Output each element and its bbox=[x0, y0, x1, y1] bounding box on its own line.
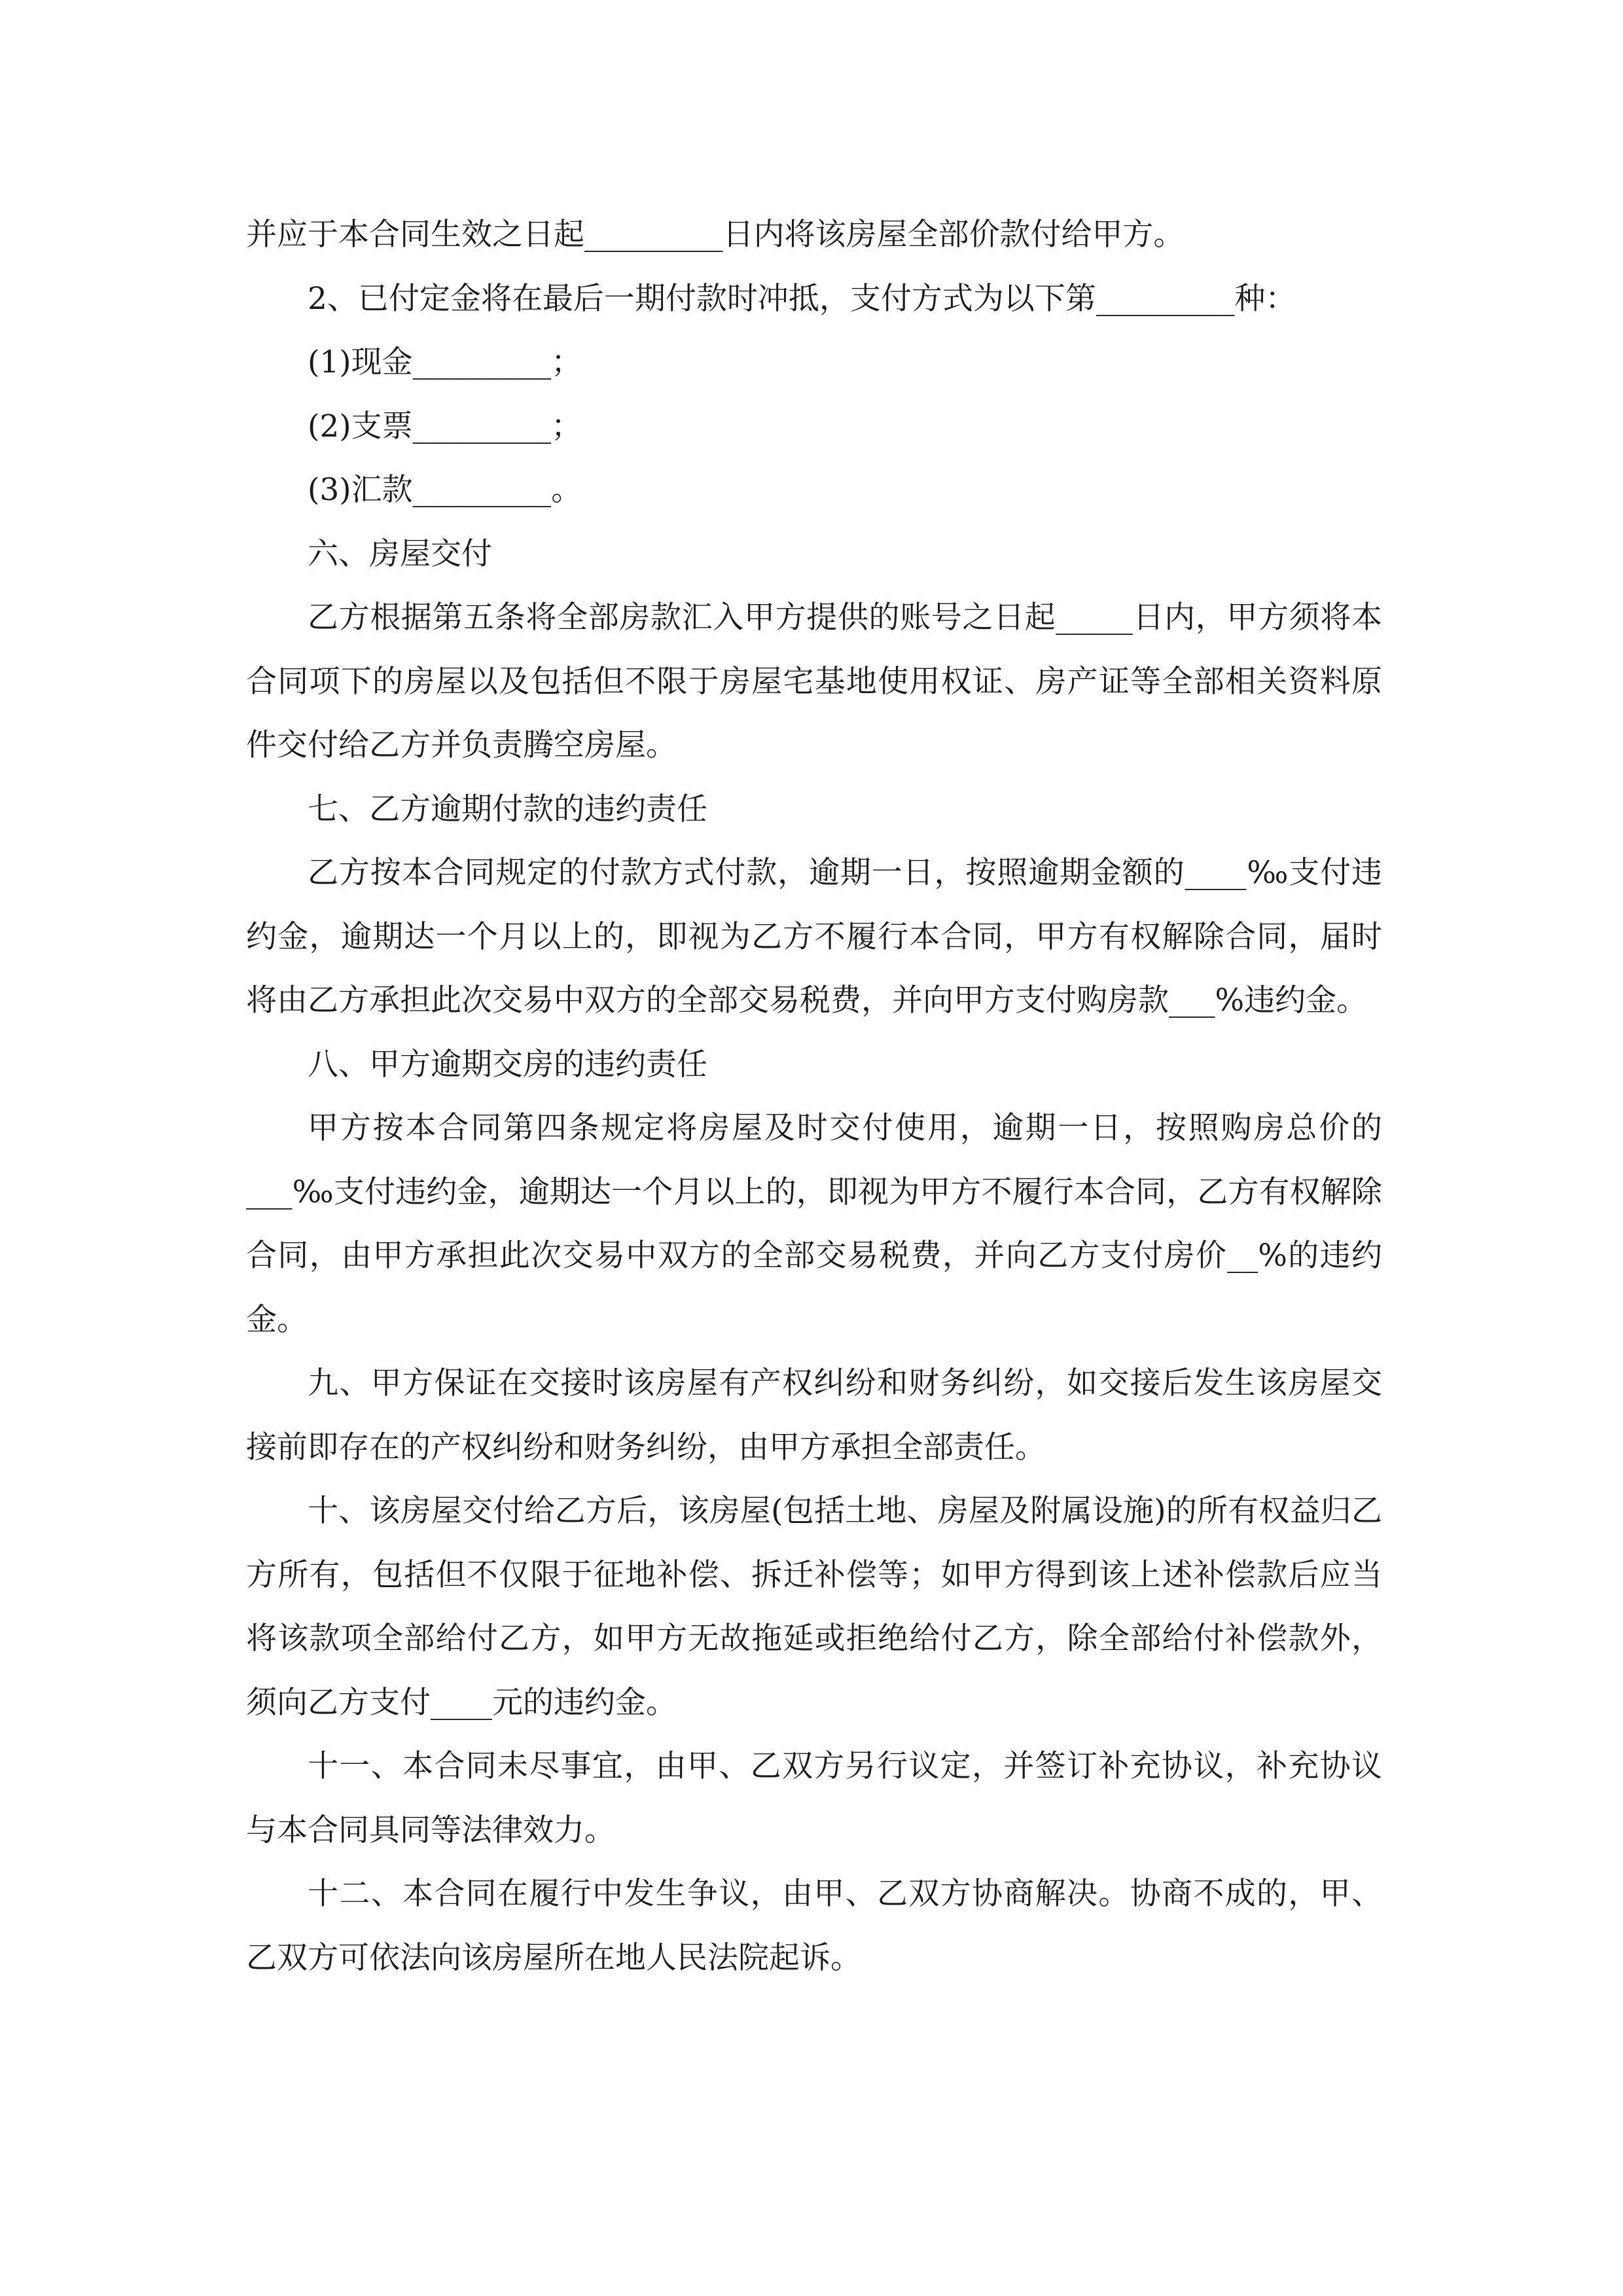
section-heading-delivery: 六、房屋交付 bbox=[308, 535, 492, 572]
payment-option-cash: (1)现金_________； bbox=[308, 344, 582, 380]
clause-eleven-supplementary: 十一、本合同未尽事宜，由甲、乙双方另行议定，并签订补充协议，补充协议与本合同具同等法律效力。 bbox=[246, 1748, 1382, 1848]
payment-option-check: (2)支票_________； bbox=[308, 408, 582, 444]
payment-option-transfer: (3)汇款_________。 bbox=[308, 472, 582, 508]
contract-body bbox=[246, 203, 1382, 1990]
buyer-late-payment-clause: 乙方按本合同规定的付款方式付款，逾期一日，按照逾期金额的____‰支付违约金，逾期达一个月以上的，即视为乙方不履行本合同，甲方有权解除合同，届时将由乙方承担此次交易中双方的全部交易税费，并向甲方支付购房款___%违约金。 bbox=[246, 855, 1382, 1018]
clause-ten-rights-transfer: 十、该房屋交付给乙方后，该房屋(包括土地、房屋及附属设施)的所有权益归乙方所有，包括但不仅限于征地补偿、拆迁补偿等；如甲方得到该上述补偿款后应当将该款项全部给付乙方，如甲方无故拖延或拒绝给付乙方，除全部给付补偿款外，须向乙方支付____元的违约金。 bbox=[246, 1493, 1382, 1721]
clause-twelve-disputes: 十二、本合同在履行中发生争议，由甲、乙双方协商解决。协商不成的，甲、乙双方可依法向该房屋所在地人民法院起诉。 bbox=[246, 1876, 1382, 1976]
payment-method-clause: 2、已付定金将在最后一期付款时冲抵，支付方式为以下第_________种： bbox=[308, 280, 1296, 317]
payment-deadline-paragraph: 并应于本合同生效之日起_________日内将该房屋全部价款付给甲方。 bbox=[246, 217, 1185, 253]
seller-late-delivery-clause: 甲方按本合同第四条规定将房屋及时交付使用，逾期一日，按照购房总价的___‰支付违约金，逾期达一个月以上的，即视为甲方不履行本合同，乙方有权解除合同，由甲方承担此次交易中双方的全部交易税费，并向乙方支付房价__%的违约金。 bbox=[246, 1110, 1382, 1338]
clause-nine-title-guarantee: 九、甲方保证在交接时该房屋有产权纠纷和财务纠纷，如交接后发生该房屋交接前即存在的产权纠纷和财务纠纷，由甲方承担全部责任。 bbox=[246, 1365, 1382, 1465]
section-heading-buyer-late-payment: 七、乙方逾期付款的违约责任 bbox=[308, 791, 707, 827]
delivery-clause: 乙方根据第五条将全部房款汇入甲方提供的账号之日起_____日内，甲方须将本合同项下的房屋以及包括但不限于房屋宅基地使用权证、房产证等全部相关资料原件交付给乙方并负责腾空房屋。 bbox=[246, 600, 1382, 763]
section-heading-seller-late-delivery: 八、甲方逾期交房的违约责任 bbox=[308, 1046, 707, 1083]
